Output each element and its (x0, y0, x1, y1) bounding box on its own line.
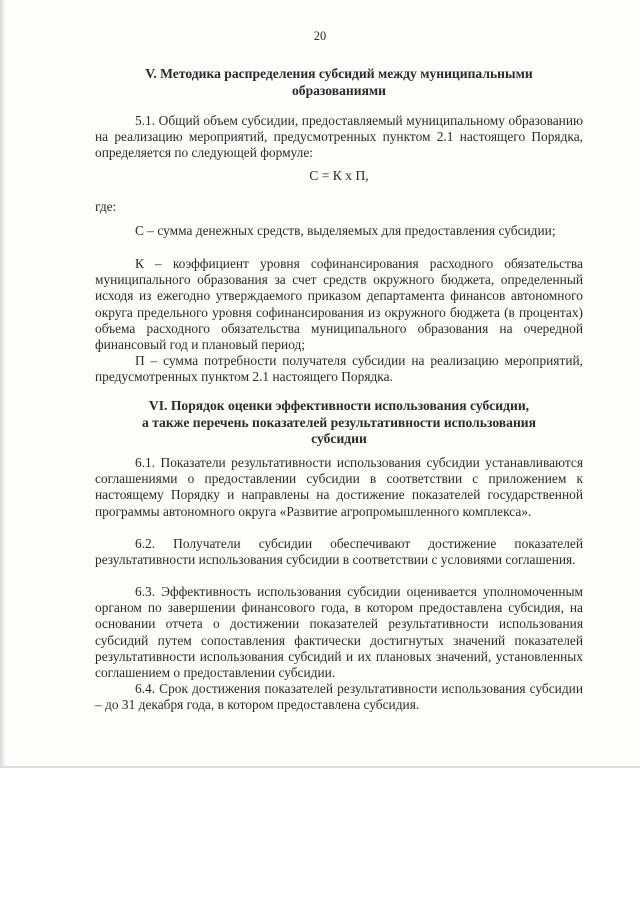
section-6-heading-line2: а также перечень показателей результативности использования (142, 414, 536, 430)
paragraph-6-1: 6.1. Показатели результативности использования субсидии устанавливаются соглашениями о предоставлении субсидии в соответствии с приложением к настоящему Порядку и направлены на достижение показателей государственной программы автономного округа «Развитие агропромышленного комплекса». (95, 455, 583, 519)
section-6-heading-line3: субсидии (311, 431, 367, 446)
definition-k: К – коэффициент уровня софинансирования расходного обязательства муниципального образования за счет средств окружного бюджета, определенный исходя из ежегодно утверждаемого приказом департамента финансов автономного округа предельного уровня софинансирования из окружного бюджета (в процентах) объема расходного обязательства муниципального образования на очередной финансовый год и плановый период; (95, 256, 583, 353)
scan-edge-shadow (0, 0, 6, 768)
page-number: 20 (313, 29, 327, 43)
paragraph-5-1: 5.1. Общий объем субсидии, предоставляемый муниципальному образованию на реализацию мероприятий, предусмотренных пунктом 2.1 настоящего Порядка, определяется по следующей формуле: (95, 113, 583, 161)
section-6-heading-line1: VI. Порядок оценки эффективности использования субсидии, (148, 398, 530, 413)
definition-p: П – сумма потребности получателя субсидии на реализацию мероприятий, предусмотренных пунктом 2.1 настоящего Порядка. (95, 353, 583, 385)
section-5-heading (95, 66, 583, 99)
paragraph-6-2: 6.2. Получатели субсидии обеспечивают достижение показателей результативности использования субсидии в соответствии с условиями соглашения. (95, 536, 583, 568)
formula: С = К х П, (309, 168, 369, 183)
section-6-heading (95, 398, 583, 448)
paragraph-6-4: 6.4. Срок достижения показателей результативности использования субсидии – до 31 декабря года, в котором предоставлена субсидия. (95, 681, 583, 713)
paragraph-6-3: 6.3. Эффективность использования субсидии оценивается уполномоченным органом по завершении финансового года, в котором предоставлена субсидия, на основании отчета о достижении показателей результативности использования субсидий путем сопоставления фактически достигнутых значений показателей результативности использования субсидий и их плановых значений, установленных соглашением о предоставлении субсидии. (95, 584, 583, 681)
where-label: где: (95, 199, 117, 214)
definition-c: С – сумма денежных средств, выделяемых для предоставления субсидии; (135, 223, 556, 238)
section-5-heading-line2: образованиями (291, 82, 387, 98)
page-bottom-edge (0, 766, 640, 768)
section-5-heading-line1: V. Методика распределения субсидий между муниципальными (145, 66, 533, 81)
